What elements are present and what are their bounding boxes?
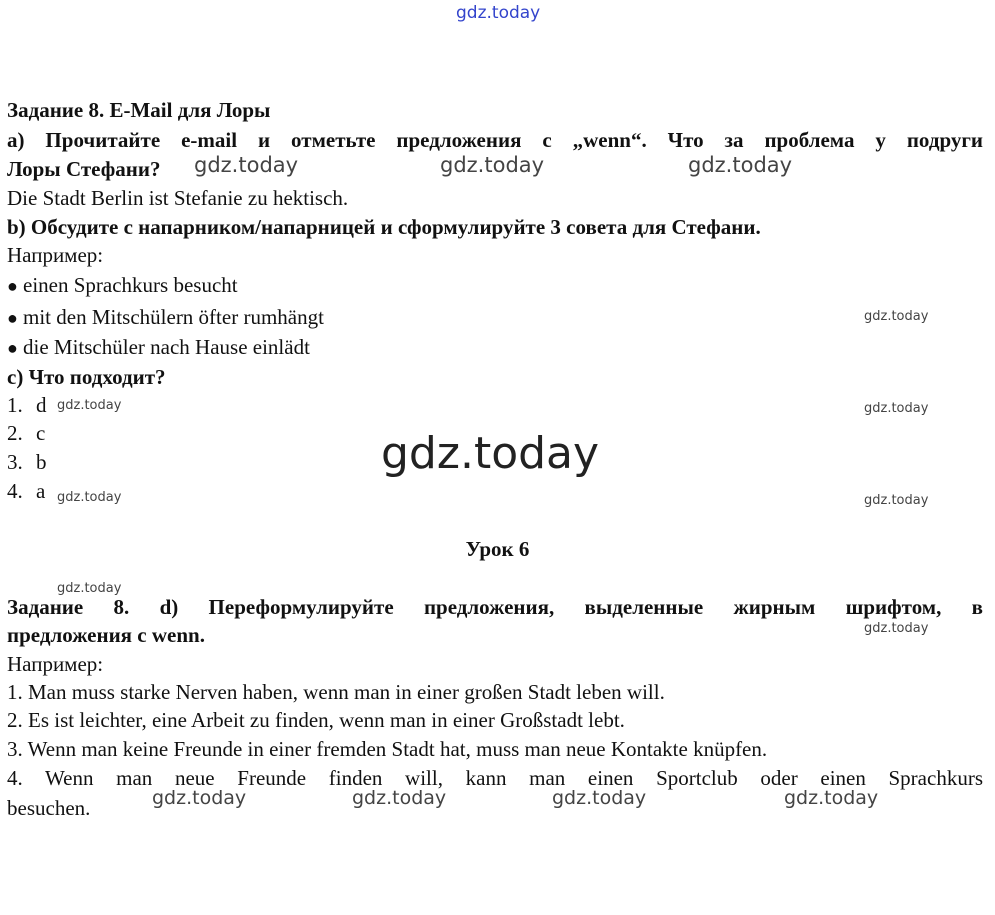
sentence-4-line2: besuchen. [7,796,91,820]
answer-number: 1. [7,393,23,417]
answer-value: a [36,479,46,503]
list-item [7,334,983,361]
task-8d-prompt-line2: предложения с wenn. [7,623,205,647]
list-item-text: die Mitschüler nach Hause einlädt [23,335,310,359]
task-8-c-prompt: c) Что подходит? [7,365,166,389]
answer-number: 3. [7,450,23,474]
task-8d-example-label: Например: [7,652,104,676]
task-8-b-prompt: b) Обсудите с напарником/напарницей и сформулируйте 3 совета для Стефани. [7,215,761,239]
sentence-2: 2. Es ist leichter, eine Arbeit zu finden, wenn man in einer Großstadt lebt. [7,708,625,732]
answer-row [7,449,983,475]
bullet-icon: ● [7,338,18,358]
answer-row [7,420,983,446]
watermark: gdz.today [57,581,122,596]
sentence-1: 1. Man muss starke Nerven haben, wenn man in einer großen Stadt leben will. [7,680,665,704]
lesson-heading: Урок 6 [465,537,530,561]
watermark: gdz.today [864,309,929,324]
answer-row [7,392,983,418]
answer-row [7,478,983,504]
task-8-a-prompt-line1: a) Прочитайте e-mail и отметьте предложения с „wenn“. Что за проблема у подруги [7,128,983,152]
list-item-text: einen Sprachkurs besucht [23,273,238,297]
answer-number: 4. [7,479,23,503]
watermark: gdz.today [57,490,122,505]
watermark: gdz.today [552,787,647,809]
watermark: gdz.today [352,787,447,809]
task-8-a-prompt-line2: Лоры Стефани? [7,157,161,181]
task-8d-prompt-line1: Задание 8. d) Переформулируйте предложения, выделенные жирным шрифтом, в [7,595,983,619]
watermark: gdz.today [152,787,247,809]
watermark: gdz.today [194,153,299,177]
task-8-b-example-label: Например: [7,243,104,267]
watermark: gdz.today [440,153,545,177]
answer-value: c [36,421,46,445]
watermark: gdz.today [688,153,793,177]
sentence-3: 3. Wenn man keine Freunde in einer fremden Stadt hat, muss man neue Kontakte knüpfen. [7,737,768,761]
task-8-a-answer: Die Stadt Berlin ist Stefanie zu hektisch. [7,186,349,210]
watermark: gdz.today [864,401,929,416]
bullet-icon: ● [7,308,18,328]
watermark: gdz.today [864,621,929,636]
sentence-4-line1: 4. Wenn man neue Freunde finden will, kann man einen Sportclub oder einen Sprachkurs [7,766,983,790]
watermark-top: gdz.today [456,3,541,23]
watermark: gdz.today [784,787,879,809]
bullet-icon: ● [7,276,18,296]
task-8-title: Задание 8. E-Mail для Лоры [7,98,271,122]
list-item [7,304,983,331]
watermark: gdz.today [864,493,929,508]
answer-value: b [36,450,47,474]
list-item [7,272,983,299]
list-item-text: mit den Mitschülern öfter rumhängt [23,305,324,329]
answer-value: d [36,393,47,417]
answer-number: 2. [7,421,23,445]
watermark-large: gdz.today [381,428,600,479]
watermark: gdz.today [57,398,122,413]
